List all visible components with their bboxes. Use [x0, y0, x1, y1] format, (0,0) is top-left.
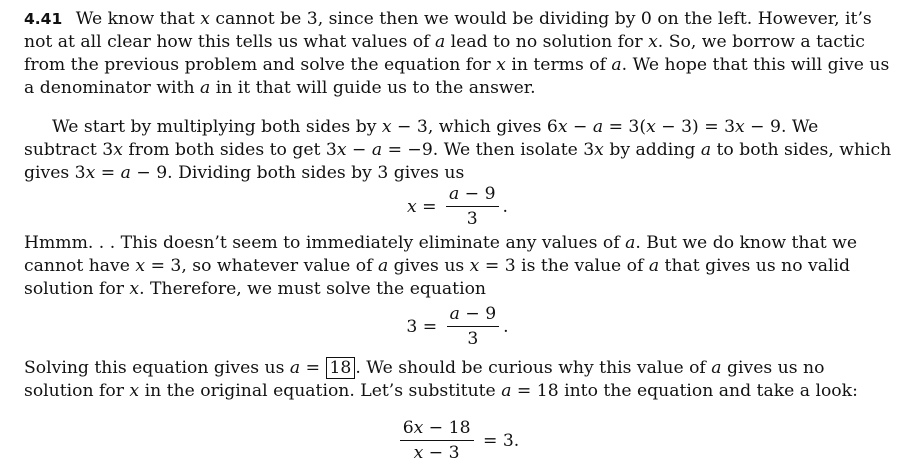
text: −	[346, 140, 372, 160]
var: a	[648, 256, 660, 276]
var: a	[120, 163, 131, 183]
text: in it that will guide us to the answer.	[210, 78, 536, 98]
text: − 9	[459, 184, 496, 204]
var: a	[449, 304, 460, 324]
text: 6	[402, 418, 414, 438]
var: x	[469, 256, 480, 276]
equation-substituted	[0, 418, 915, 463]
text: Hmmm. . . This doesn’t seem to immediately eliminate any values of	[24, 233, 626, 253]
var: x	[200, 9, 210, 29]
text: =	[95, 163, 121, 183]
var: a	[200, 78, 211, 98]
fraction	[447, 304, 500, 349]
var: x	[557, 117, 568, 137]
text: − 3	[423, 443, 460, 463]
var: x	[646, 117, 656, 137]
boxed-answer: 18	[326, 357, 356, 379]
denominator: 3	[467, 329, 479, 349]
problem-number: 4.41	[24, 10, 63, 28]
var: a	[625, 233, 636, 253]
var: x	[594, 140, 604, 160]
var: a	[434, 32, 446, 52]
text: in terms of	[505, 55, 612, 75]
fraction	[400, 418, 474, 463]
text: = −9. We then isolate 3	[382, 140, 595, 160]
text: in the original equation. Let’s substitute	[139, 381, 502, 401]
var: x	[406, 196, 417, 217]
var: x	[113, 140, 123, 160]
text: = 3, so whatever value of	[145, 256, 378, 276]
text: . We hope that this will give us a denominator with	[24, 55, 890, 98]
text: We start by multiplying both sides by	[52, 117, 382, 137]
text: Solving this equation gives us	[24, 358, 290, 378]
numerator	[446, 184, 499, 207]
var: a	[611, 55, 622, 75]
var: x	[85, 163, 96, 183]
text: − 9. We subtract 3	[24, 117, 819, 160]
text: − 9. Dividing both sides by 3 gives us	[130, 163, 465, 183]
var: x	[135, 256, 146, 276]
text: − 9	[459, 304, 497, 324]
denominator: 3	[466, 209, 478, 229]
text: lead to no solution for	[445, 32, 649, 52]
numerator	[400, 418, 474, 441]
var: x	[129, 381, 140, 401]
text: We know that	[70, 9, 201, 29]
text: that gives us no valid solution for	[24, 256, 850, 299]
denominator	[414, 441, 460, 463]
text: − 18	[423, 418, 471, 438]
paragraph-intro	[24, 8, 896, 100]
var: x	[413, 418, 424, 438]
var: x	[129, 279, 140, 299]
text: 3 =	[406, 316, 443, 337]
equation-three	[0, 304, 915, 349]
paragraph-reasoning	[24, 232, 896, 301]
var: x	[413, 443, 424, 463]
text: .	[503, 316, 509, 337]
text: . But we do know that we cannot have	[24, 233, 857, 276]
text: =	[300, 358, 326, 378]
var: a	[501, 381, 512, 401]
text: from both sides to get 3	[122, 140, 337, 160]
numerator	[447, 304, 500, 327]
text: by adding	[603, 140, 701, 160]
text: = 3.	[477, 430, 520, 451]
var: a	[592, 117, 604, 137]
var: a	[449, 184, 460, 204]
text: −	[567, 117, 593, 137]
equation-x-solution	[0, 184, 915, 229]
text: gives us no solution for	[24, 358, 825, 401]
var: x	[496, 55, 506, 75]
text: . We should be curious why this value of	[355, 358, 712, 378]
text: . Therefore, we must solve the equation	[139, 279, 487, 299]
text: =	[416, 196, 443, 217]
text: cannot be 3, since then we would be dividing by 0 on the left. However, it’s not at all clear how this tells us what values of	[24, 9, 872, 52]
var: a	[377, 256, 389, 276]
paragraph-conclusion	[24, 357, 896, 403]
var: a	[700, 140, 712, 160]
var: x	[381, 117, 392, 137]
text: . So, we borrow a tactic from the previous problem and solve the equation for	[24, 32, 865, 75]
var: a	[371, 140, 383, 160]
fraction	[446, 184, 499, 229]
var: x	[648, 32, 658, 52]
text: = 18 into the equation and take a look:	[511, 381, 858, 401]
text: = 3 is the value of	[479, 256, 649, 276]
var: x	[336, 140, 347, 160]
text: .	[502, 196, 508, 217]
paragraph-derivation	[24, 116, 896, 185]
var: a	[711, 358, 722, 378]
text: to both sides, which gives 3	[24, 140, 892, 183]
var: x	[735, 117, 745, 137]
text: − 3) = 3	[655, 117, 736, 137]
text: gives us	[388, 256, 470, 276]
text: − 3, which gives 6	[391, 117, 558, 137]
text: = 3(	[603, 117, 647, 137]
var: a	[289, 358, 301, 378]
